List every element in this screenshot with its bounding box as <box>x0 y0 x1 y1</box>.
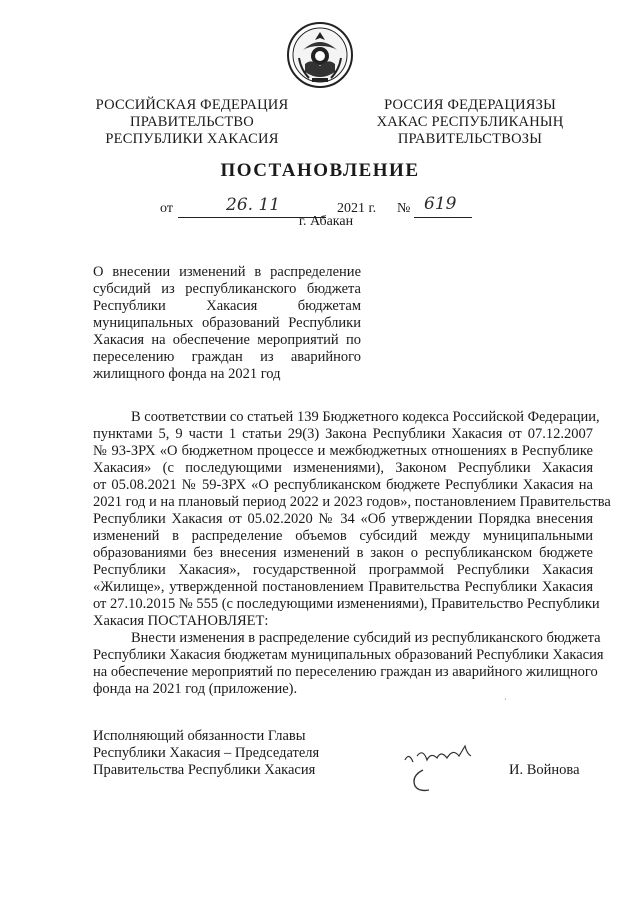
number-sign: № <box>397 201 411 216</box>
city-label: г. Абакан <box>298 214 354 229</box>
header-left-org <box>67 97 317 148</box>
position-line: Исполняющий обязанности Главы <box>93 728 306 744</box>
subject-line: жилищного фонда на 2021 год <box>93 366 281 382</box>
header-left-line-2: ПРАВИТЕЛЬСТВО <box>130 114 254 130</box>
subject-line: муниципальных образований Республики <box>93 315 361 331</box>
body-line: 2021 год и на плановый период 2022 и 2023 годов», постановлением Правительства <box>93 494 611 510</box>
header-left-line-3: РЕСПУБЛИКИ ХАКАСИЯ <box>105 131 279 147</box>
date-prefix: от <box>160 201 173 216</box>
body-line: Хакасия ПОСТАНОВЛЯЕТ: <box>93 613 269 629</box>
body-line: Внести изменения в распределение субсидий из республиканского бюджета <box>131 630 601 646</box>
subject-line: Республики Хакасия бюджетам <box>93 298 361 314</box>
body-paragraph-decision <box>93 630 604 698</box>
subject-line: О внесении изменений в распределение <box>93 264 361 280</box>
header-left-line-1: РОССИЙСКАЯ ФЕДЕРАЦИЯ <box>95 97 289 113</box>
document-type-title: ПОСТАНОВЛЕНИЕ <box>220 160 420 181</box>
body-line: от 27.10.2015 № 555 (с последующими изменениями), Правительство Республики <box>93 596 600 612</box>
signer-name: И. Войнова <box>509 762 580 778</box>
coat-of-arms-icon <box>285 20 355 90</box>
body-line: от 05.08.2021 № 59-ЗРХ «О республиканском бюджете Республики Хакасия на <box>93 477 593 493</box>
subject-line: переселению граждан из аварийного <box>93 349 361 365</box>
header-right-org <box>345 97 595 148</box>
body-line: на обеспечение мероприятий по переселению граждан из аварийного жилищного <box>93 664 598 680</box>
number-handwritten: 619 <box>424 194 457 214</box>
stray-mark: · <box>504 695 507 704</box>
resolution-body <box>93 409 611 698</box>
body-line: фонда на 2021 год (приложение). <box>93 681 298 697</box>
body-line: образованиями без внесения изменений в закон о республиканском бюджете <box>93 545 593 561</box>
body-paragraph-preamble <box>93 409 611 630</box>
body-line: изменений в распределение объемов субсидий между муниципальными <box>93 528 593 544</box>
header-right-line-2: ХАКАС РЕСПУБЛИКАНЫҢ <box>376 114 564 130</box>
body-line: Хакасия» (с последующими изменениями), Законом Республики Хакасия <box>93 460 593 476</box>
resolution-subject <box>93 264 361 383</box>
subject-line: субсидий из республиканского бюджета <box>93 281 361 297</box>
body-line: В соответствии со статьей 139 Бюджетного кодекса Российской Федерации, <box>131 409 600 425</box>
position-line: Правительства Республики Хакасия <box>93 762 316 778</box>
year-label: 2021 г. <box>337 201 377 216</box>
body-line: пунктами 5, 9 части 1 статьи 29(3) Закона Республики Хакасия от 07.12.2007 <box>93 426 593 442</box>
header-right-line-1: РОССИЯ ФЕДЕРАЦИЯЗЫ <box>384 97 556 113</box>
subject-line: Хакасия на обеспечение мероприятий по <box>93 332 361 348</box>
position-line: Республики Хакасия – Председателя <box>93 745 320 761</box>
body-line: Республики Хакасия от 05.02.2020 № 34 «Об утверждении Порядка внесения <box>93 511 593 527</box>
signatory-position <box>93 728 319 779</box>
body-line: Республики Хакасия», государственной программой Республики Хакасия <box>93 562 593 578</box>
header-right-line-3: ПРАВИТЕЛЬСТВОЗЫ <box>397 131 543 147</box>
body-line: «Жилище», утвержденной постановлением Правительства Республики Хакасия <box>93 579 593 595</box>
date-handwritten: 26. 11 <box>226 195 281 215</box>
body-line: № 93-ЗРХ «О бюджетном процессе и межбюджетных отношениях в Республике <box>93 443 593 459</box>
handwritten-signature <box>393 738 493 798</box>
body-line: Республики Хакасия бюджетам муниципальных образований Республики Хакасия <box>93 647 604 663</box>
